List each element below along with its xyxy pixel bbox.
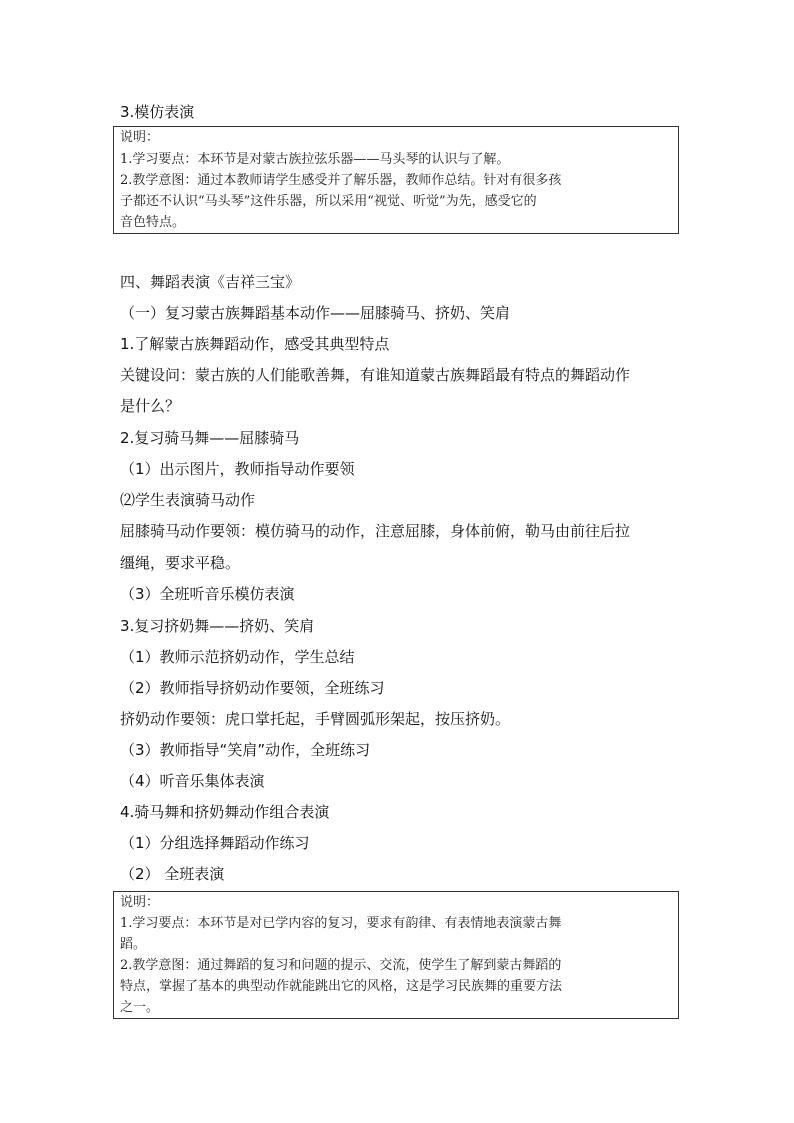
list-item: 2.复习骑马舞——屈膝骑马 bbox=[120, 429, 300, 447]
sub-list-item: （3）教师指导“笑肩”动作，全班练习 bbox=[120, 741, 371, 759]
sub-list-item: （1）出示图片，教师指导动作要领 bbox=[120, 460, 355, 478]
paragraph-line: 屈膝骑马动作要领：模仿骑马的动作，注意屈膝，身体前俯，勒马由前往后拉 bbox=[120, 522, 631, 540]
note-line: 音色特点。 bbox=[120, 215, 186, 230]
note-label: 说明： bbox=[120, 895, 160, 910]
note-label: 说明： bbox=[120, 130, 160, 145]
list-item: 3.复习挤奶舞——挤奶、笑肩 bbox=[120, 617, 315, 635]
note-line: 2.教学意图：通过舞蹈的复习和问题的提示、交流，使学生了解到蒙古舞蹈的 bbox=[120, 958, 562, 973]
sub-list-item: （2）教师指导挤奶动作要领，全班练习 bbox=[120, 679, 385, 697]
note-line: 蹈。 bbox=[120, 937, 147, 952]
sub-list-item: （2） 全班表演 bbox=[120, 865, 225, 883]
sub-list-item: ⑵学生表演骑马动作 bbox=[120, 491, 256, 509]
sub-list-item: （1）分组选择舞蹈动作练习 bbox=[120, 834, 310, 852]
note-line: 特点，掌握了基本的典型动作就能跳出它的风格，这是学习民族舞的重要方法 bbox=[120, 979, 563, 994]
part-title: 四、舞蹈表演《吉祥三宝》 bbox=[120, 273, 301, 291]
sub-list-item: （3）全班听音乐模仿表演 bbox=[120, 585, 295, 603]
subsection-title: （一）复习蒙古族舞蹈基本动作——屈膝骑马、挤奶、笑肩 bbox=[120, 304, 511, 322]
note-line: 之一。 bbox=[120, 1000, 160, 1015]
note-line: 1.学习要点：本环节是对已学内容的复习，要求有韵律、有表情地表演蒙古舞 bbox=[120, 916, 562, 931]
note-box-1 bbox=[113, 126, 679, 234]
note-box-2 bbox=[113, 891, 679, 1019]
paragraph-line: 缰绳，要求平稳。 bbox=[120, 554, 241, 572]
paragraph-line: 挤奶动作要领：虎口掌托起，手臂圆弧形架起，按压挤奶。 bbox=[120, 710, 511, 728]
list-item: 4.骑马舞和挤奶舞动作组合表演 bbox=[120, 803, 330, 821]
paragraph-line: 关键设问：蒙古族的人们能歌善舞，有谁知道蒙古族舞蹈最有特点的舞蹈动作 bbox=[120, 366, 631, 384]
list-item: 1.了解蒙古族舞蹈动作，感受其典型特点 bbox=[120, 335, 390, 353]
note-line: 1.学习要点：本环节是对蒙古族拉弦乐器——马头琴的认识与了解。 bbox=[120, 152, 510, 167]
paragraph-line: 是什么？ bbox=[120, 397, 181, 415]
sub-list-item: （1）教师示范挤奶动作，学生总结 bbox=[120, 648, 355, 666]
note-line: 子都还不认识“马头琴”这件乐器，所以采用“视觉、听觉”为先，感受它的 bbox=[120, 194, 537, 209]
sub-list-item: （4）听音乐集体表演 bbox=[120, 772, 265, 790]
note-line: 2.教学意图：通过本教师请学生感受并了解乐器，教师作总结。针对有很多孩 bbox=[120, 173, 562, 188]
section-heading: 3.模仿表演 bbox=[120, 103, 195, 121]
